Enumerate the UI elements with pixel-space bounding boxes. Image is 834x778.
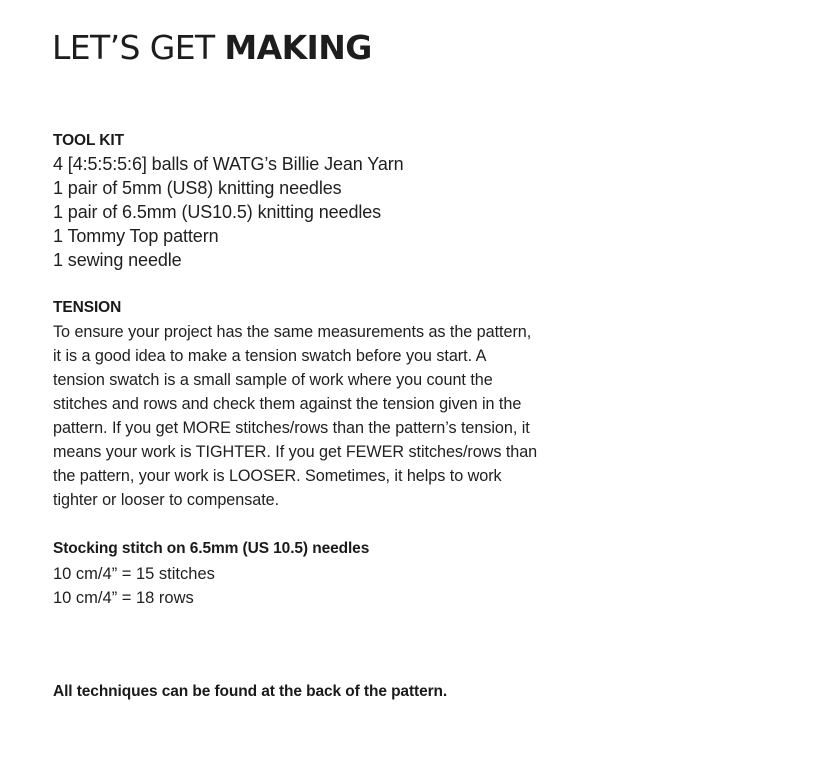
tension-text-line: tension swatch is a small sample of work where you count the (53, 371, 493, 389)
tension-text-line: pattern. If you get MORE stitches/rows than the pattern’s tension, it (53, 419, 530, 437)
gauge-rows: 10 cm/4” = 18 rows (53, 589, 194, 607)
tool-kit-section (53, 131, 613, 272)
tension-text-line: means your work is TIGHTER. If you get FEWER stitches/rows than (53, 443, 538, 461)
tension-section (53, 298, 613, 512)
tool-kit-item: 1 Tommy Top pattern (53, 226, 219, 246)
tool-kit-item: 4 [4:5:5:5:6] balls of WATG’s Billie Jean Yarn (53, 154, 404, 174)
tension-text-line: stitches and rows and check them against the tension given in the (53, 395, 522, 413)
tool-kit-heading: TOOL KIT (53, 132, 124, 149)
page-title-bold: MAKING (224, 28, 372, 67)
tool-kit-item: 1 pair of 5mm (US8) knitting needles (53, 178, 342, 198)
tension-text-line: To ensure your project has the same measurements as the pattern, (53, 323, 532, 341)
tension-heading: TENSION (53, 299, 122, 316)
gauge-stitches: 10 cm/4” = 15 stitches (53, 565, 215, 583)
tension-text-line: it is a good idea to make a tension swatch before you start. A (53, 347, 487, 365)
page-title-light: LET’S GET (52, 28, 225, 67)
techniques-note: All techniques can be found at the back of the pattern. (53, 683, 448, 700)
gauge-heading: Stocking stitch on 6.5mm (US 10.5) needles (53, 540, 370, 557)
tool-kit-item: 1 pair of 6.5mm (US10.5) knitting needles (53, 202, 382, 222)
tension-text-line: the pattern, your work is LOOSER. Sometimes, it helps to work (53, 467, 502, 485)
page-title (52, 26, 372, 70)
tool-kit-item: 1 sewing needle (53, 250, 182, 270)
gauge-section (53, 539, 613, 610)
tension-text-line: tighter or looser to compensate. (53, 491, 280, 509)
